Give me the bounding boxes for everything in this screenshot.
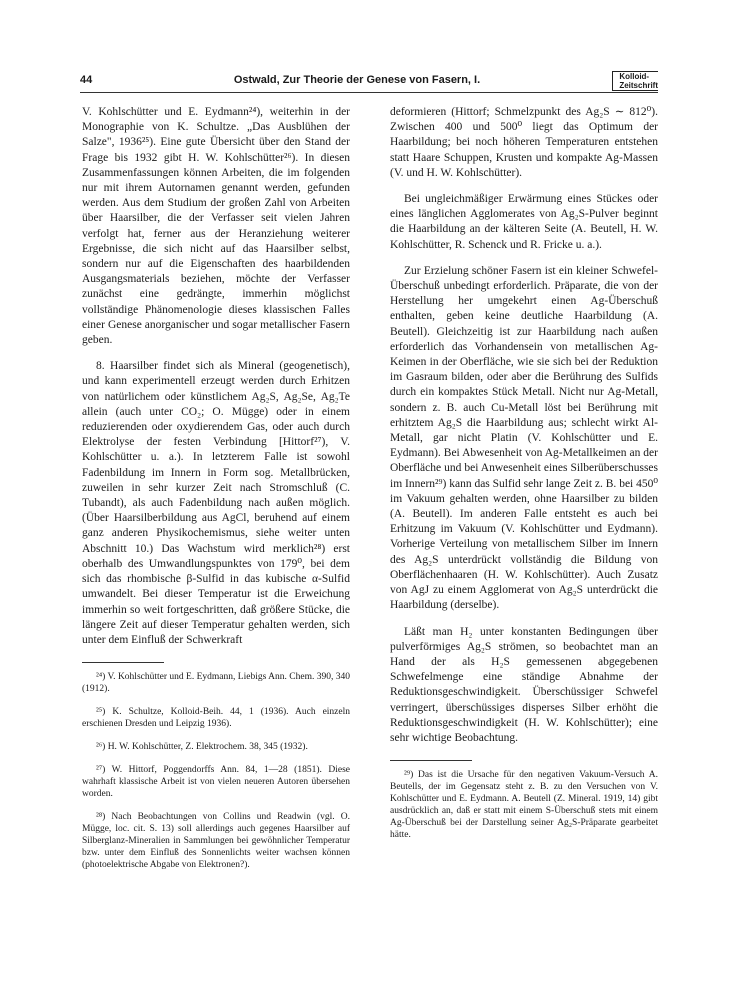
left-column — [82, 105, 350, 871]
page-number: 44 — [80, 74, 93, 86]
right-column — [390, 105, 658, 841]
right-paragraph-2: Bei ungleichmäßiger Erwärmung eines Stückes oder eines länglichen Agglomerates von Ag₂S-Pulver beginnt die Haarbildung an der kälteren Seite (A. Beutell, H. W. Kohlschütter, R. Schenck und R. Fricke u. a.). — [390, 193, 658, 251]
right-paragraph-4: Läßt man H₂ unter konstanten Bedingungen über pulverförmiges Ag₂S strömen, so beobachtet man an Hand der als H₂S gemessenen abgegebenen Schwefelmenge eine ständige Abnahme der Reduktionsgeschwindigkeit. Überschüssiger Schwefel verringert, überschüssiges disperses Silber erhöht die Reduktionsgeschwindigkeit (H. W. Kohlschütter); eine sehr wichtige Beobachtung. — [390, 625, 658, 744]
footnote-29: ²⁹) Das ist die Ursache für den negativen Vakuum-Versuch A. Beutells, der im Gegensatz steht z. B. zu den Versuchen von V. Kohlschütter und E. Eydmann. A. Beutell (Z. Mineral. 1919, 14) gibt ausdrücklich an, daß er statt mit einem S-Überschuß stets mit einem Ag-Überschuß bei der Darstellung seiner Ag₂S-Präparate gearbeitet hätte. — [390, 770, 658, 841]
right-paragraph-3: Zur Erzielung schöner Fasern ist ein kleiner Schwefel-Überschuß unbedingt erforderlich. Präparate, die von der Herstellung her umgekehrt einen Ag-Überschuß enthalten, geben keine deutliche Haarbildung (A. Beutell). Gleichzeitig ist zur Haarbildung nach außen erforderlich das Vorhandensein von metallischen Ag-Keimen in der Oberfläche, wie sie sich bei der Reduktion im Gasraum bilden, oder aber die Berührung des Sulfids durch ein kompaktes Stück Metall. Nicht nur Ag-Metall, sondern z. B. auch Cu-Metall löst bei Berührung mit erhitztem Ag₂S die Haarbildung aus; schlecht wirkt Al-Metall, gar nicht Platin (V. Kohlschütter und E. Eydmann). Bei Abwesenheit von Ag-Metallkeimen an der Oberfläche und bei Anwesenheit eines Silberüberschusses im Innern²⁹) kann das Sulfid sehr lange Zeit z. B. bei 450⁰ im Vakuum gehalten werden, ohne Haarsilber zu bilden (A. Beutell). Im anderen Falle entsteht es auch bei Erhitzung im Vakuum (V. Kohlschütter und Eydmann). Vorherige Verteilung von metallischem Silber im Innern des Ag₂S unterdrückt vollständig die Bildung von Oberflächenhaaren (H. W. Kohlschütter). Auch Zusatz von AgJ zu einem Agglomerat von Ag₂S unterdrückt die Haarbildung (derselbe). — [390, 264, 658, 612]
footnote-25: ²⁵) K. Schultze, Kolloid-Beih. 44, 1 (1936). Auch einzeln erschienen Dresden und Leipzig 1936). — [82, 707, 350, 730]
journal-line-2: Zeitschrift — [619, 81, 658, 90]
header-rule — [80, 92, 658, 93]
running-title: Ostwald, Zur Theorie der Genese von Fasern, I. — [233, 74, 481, 86]
footnote-27: ²⁷) W. Hittorf, Poggendorffs Ann. 84, 1—28 (1851). Diese wahrhaft klassische Arbeit ist von vielen neueren Autoren übersehen worden. — [82, 765, 350, 800]
right-paragraph-1: deformieren (Hittorf; Schmelzpunkt des Ag₂S ∼ 812⁰). Zwischen 400 und 500⁰ liegt das Optimum der Haarbildung; bei noch höheren Temperaturen entstehen statt Haare Schuppen, Krusten und kompakte Ag-Massen (V. und H. W. Kohlschütter). — [390, 106, 658, 179]
footnote-rule-right — [390, 760, 472, 761]
footnote-rule — [82, 662, 164, 663]
left-paragraph-2: 8. Haarsilber findet sich als Mineral (geogenetisch), und kann experimentell erzeugt werden durch Erhitzen von natürlichem oder künstlichem Ag₂S, Ag₂Se, Ag₂Te allein (auch unter CO₂; O. Mügge) oder in einem reduzierenden oder oxydierendem Gas, oder auch durch Elektrolyse der festen Verbindung [Hittorf²⁷), V. Kohlschütter u. a.). In letzterem Falle ist sowohl Fadenbildung im Innern in Form sog. Metallbrücken, zuweilen in sehr kurzer Zeit nach Stromschluß (C. Tubandt), als auch Fadenbildung nach außen möglich. (Über Haarsilberbildung aus AgCl, beruhend auf einem ganz anderen Physikochemismus, siehe weiter unten Abschnitt 10.) Das Wachstum wird merklich²⁸) erst oberhalb des Umwandlungspunktes von 179⁰, bei dem sich das rhombische β-Sulfid in das kubische α-Sulfid umwandelt. Bei dieser Temperatur ist die Erweichung immerhin so weit fortgeschritten, daß größere Stücke, die längere Zeit auf dieser Temperatur gehalten werden, sich unter dem Einfluß der Schwerkraft — [82, 360, 350, 646]
footnote-28: ²⁸) Nach Beobachtungen von Collins und Readwin (vgl. O. Mügge, loc. cit. S. 13) soll allerdings auch gegenes Haarsilber auf Silberglanz-Mineralien in Sammlungen bei gewöhnlicher Temperatur bzw. unter dem Einfluß des Sonnenlichts weiter wachsen können (photoelektrische Abgabe von Elektronen?). — [82, 812, 350, 871]
footnote-26: ²⁶) H. W. Kohlschütter, Z. Elektrochem. 38, 345 (1932). — [96, 742, 308, 753]
left-paragraph-1: V. Kohlschütter und E. Eydmann²⁴), weiterhin in der Monographie von K. Schultze. „Das Ausblühen der Salze", 1936²⁵). Eine gute Übersicht über den Stand der Frage bis 1932 gibt H. W. Kohlschütter²⁶). In diesen Zusammenfassungen können Arbeiten, die im folgenden nur mit ihrem Autornamen genannt werden, gefunden werden. Aus dem Studium der großen Zahl von Arbeiten über Haarsilber, die der Verfasser seit vielen Jahren verfolgt hat, ferner aus der Heranziehung weiterer Ergebnisse, die sich nicht auf das Haarsilber selbst, sondern nur auf die Eigenschaften des haarbildenden Ausgangsmaterials beziehen, möchte der Verfasser zunächst eine gedrängte, immerhin möglichst vollständige Phänomenologie dieses klassischen Falles einer Genese anorganischer und sogar metallischer Fasern geben. — [82, 106, 350, 347]
journal-name — [612, 71, 658, 91]
footnote-24: ²⁴) V. Kohlschütter und E. Eydmann, Liebigs Ann. Chem. 390, 340 (1912). — [82, 672, 350, 695]
journal-line-1: Kolloid- — [619, 72, 650, 81]
